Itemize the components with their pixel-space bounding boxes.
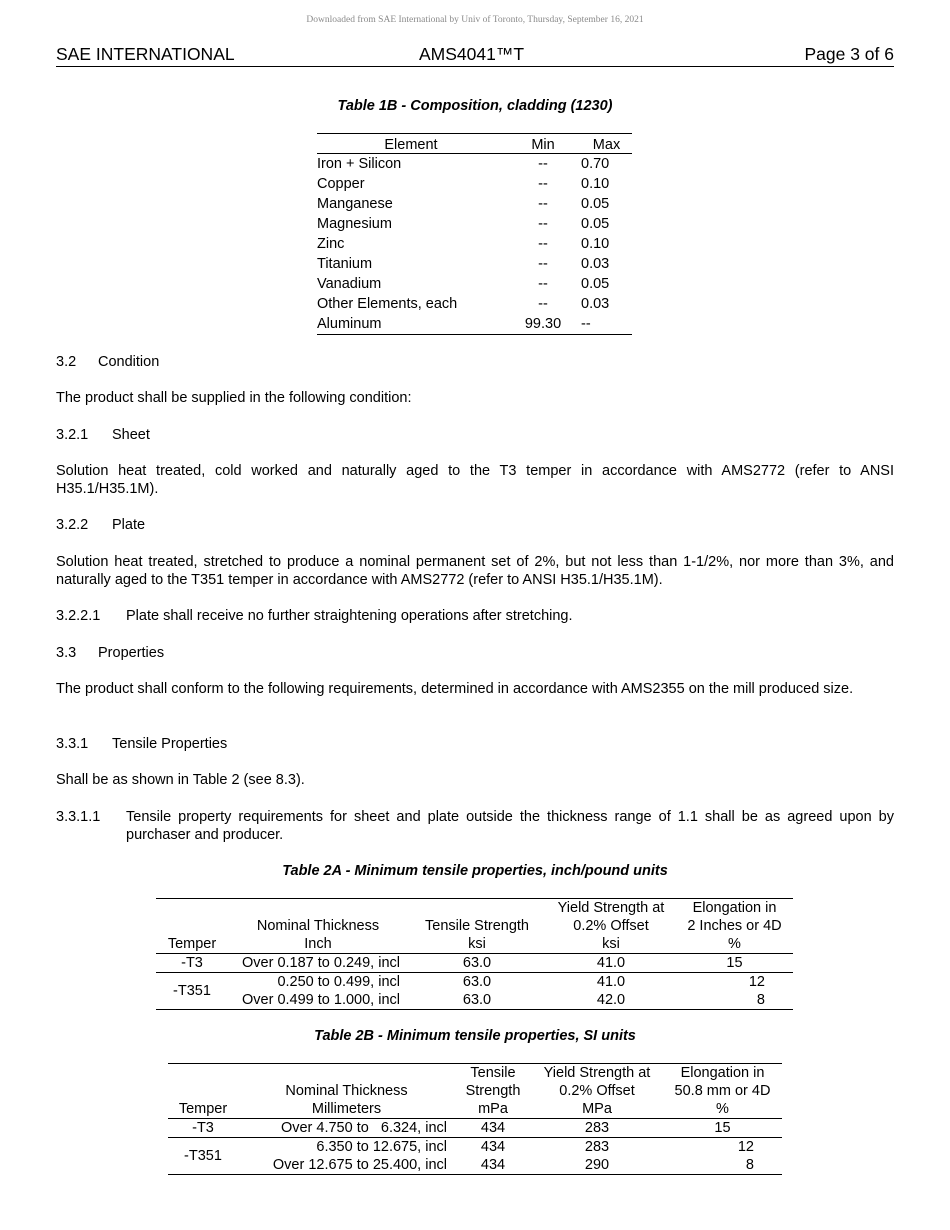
section-title: Plate — [112, 517, 146, 533]
element-cell: Iron + Silicon — [317, 156, 402, 172]
min-cell: -- — [538, 276, 548, 292]
element-cell: Manganese — [317, 196, 393, 212]
elongation-cell: 8 — [756, 992, 765, 1008]
elongation-cell: 12 — [737, 1139, 754, 1155]
table-row — [317, 294, 632, 314]
yield-cell: 41.0 — [546, 954, 676, 973]
table-row — [317, 254, 632, 274]
header-line: ksi — [468, 936, 486, 952]
section-number: 3.2.2.1 — [56, 608, 101, 624]
header-line: ksi — [602, 936, 620, 952]
header-line: Elongation in — [692, 900, 777, 916]
header-line: Millimeters — [311, 1101, 382, 1117]
yield-cell: 42.0 — [596, 992, 626, 1008]
element-cell: Aluminum — [317, 316, 382, 332]
thickness-cell: Over 4.750 to 6.324, incl — [238, 1119, 455, 1138]
table-row — [317, 314, 632, 335]
max-cell: -- — [581, 316, 591, 332]
section-heading — [56, 644, 894, 662]
min-cell: -- — [538, 216, 548, 232]
max-cell: 0.03 — [581, 296, 610, 312]
max-cell: 0.03 — [581, 256, 610, 272]
column-header — [156, 899, 228, 954]
temper-cell: -T3 — [168, 1119, 238, 1138]
column-header — [676, 899, 793, 954]
max-cell: 0.05 — [581, 196, 610, 212]
column-header: Element — [317, 134, 505, 154]
section-number: 3.2.2 — [56, 517, 89, 533]
element-cell: Titanium — [317, 256, 373, 272]
tensile-table-si — [168, 1063, 782, 1175]
table-row — [317, 174, 632, 194]
table-row — [156, 991, 793, 1010]
section-number: 3.2 — [56, 354, 77, 370]
section-title: Tensile Properties — [112, 736, 228, 752]
column-header — [455, 1064, 531, 1119]
table-1b-caption: Table 1B - Composition, cladding (1230) — [337, 98, 613, 114]
section-title: Properties — [98, 645, 165, 661]
section-paragraph — [56, 607, 894, 625]
max-cell: 0.70 — [581, 156, 610, 172]
header-line: Nominal Thickness — [285, 1083, 408, 1099]
tensile-cell: 63.0 — [462, 974, 492, 990]
table-row — [156, 973, 793, 992]
max-cell: 0.05 — [581, 216, 610, 232]
column-header — [168, 1064, 238, 1119]
header-line: Tensile Strength — [425, 918, 529, 934]
section-text: Plate shall receive no further straightening operations after stretching. — [126, 608, 573, 624]
tensile-table-inch — [156, 898, 793, 1010]
table-header-row — [156, 899, 793, 954]
paragraph: The product shall be supplied in the following condition: — [56, 390, 412, 406]
document-number: AMS4041™T — [419, 44, 525, 64]
yield-cell: 41.0 — [596, 974, 626, 990]
header-line: % — [716, 1101, 729, 1117]
table-header-row — [317, 134, 632, 154]
header-line: Yield Strength at — [557, 900, 665, 916]
section-paragraph — [56, 808, 894, 844]
header-line: Strength — [465, 1083, 521, 1099]
section-heading — [56, 353, 894, 371]
section-title: Condition — [98, 354, 160, 370]
section-number: 3.2.1 — [56, 427, 89, 443]
header-line: 2 Inches or 4D — [687, 918, 782, 934]
download-watermark: Downloaded from SAE International by Univ of Toronto, Thursday, September 16, 2021 — [306, 15, 644, 25]
header-line: Elongation in — [680, 1065, 765, 1081]
table-row — [168, 1138, 782, 1157]
temper-cell: -T351 — [173, 983, 211, 999]
min-cell: -- — [538, 176, 548, 192]
composition-table — [317, 133, 632, 335]
table-header-row — [168, 1064, 782, 1119]
header-line: Inch — [304, 936, 332, 952]
section-text: Tensile property requirements for sheet and plate outside the thickness range of 1.1 shall be as agreed upon by purchaser and producer. — [126, 809, 894, 843]
min-cell: -- — [538, 256, 548, 272]
elongation-cell: 12 — [748, 974, 765, 990]
max-cell: 0.05 — [581, 276, 610, 292]
min-cell: -- — [538, 236, 548, 252]
header-line: Temper — [167, 936, 217, 952]
header-line: Nominal Thickness — [256, 918, 380, 934]
header-line: % — [728, 936, 741, 952]
element-cell: Copper — [317, 176, 365, 192]
table-row — [168, 1156, 782, 1175]
tensile-cell: 63.0 — [408, 954, 546, 973]
header-line: MPa — [582, 1101, 612, 1117]
yield-cell: 283 — [584, 1139, 610, 1155]
table-row — [317, 194, 632, 214]
paragraph: Solution heat treated, cold worked and naturally aged to the T3 temper in accordance with AMS2772 (refer to ANSI H35.1/H35.1M). — [56, 463, 894, 497]
tensile-cell: 434 — [480, 1157, 506, 1173]
yield-cell: 290 — [584, 1157, 610, 1173]
column-header: Min — [505, 134, 581, 154]
table-2b-caption: Table 2B - Minimum tensile properties, SI units — [314, 1028, 636, 1044]
section-number: 3.3.1.1 — [56, 809, 101, 825]
header-line: 0.2% Offset — [559, 1083, 635, 1099]
paragraph: The product shall conform to the following requirements, determined in accordance with AMS2355 on the mill produced size. — [56, 681, 854, 697]
section-heading — [56, 426, 894, 444]
tensile-cell: 434 — [455, 1119, 531, 1138]
elongation-cell: 8 — [745, 1157, 754, 1173]
tensile-cell: 434 — [480, 1139, 506, 1155]
section-title: Sheet — [112, 427, 150, 443]
thickness-cell: Over 12.675 to 25.400, incl — [272, 1157, 447, 1173]
page-header — [56, 44, 894, 67]
min-cell: -- — [538, 196, 548, 212]
min-cell: 99.30 — [524, 316, 562, 332]
table-row — [317, 234, 632, 254]
column-header — [663, 1064, 782, 1119]
header-line: Temper — [178, 1101, 228, 1117]
element-cell: Other Elements, each — [317, 296, 458, 312]
table-row — [168, 1119, 782, 1138]
page-number: Page 3 of 6 — [804, 44, 894, 64]
yield-cell: 283 — [531, 1119, 663, 1138]
table-row — [317, 274, 632, 294]
min-cell: -- — [538, 296, 548, 312]
section-heading — [56, 735, 894, 753]
tensile-cell: 63.0 — [462, 992, 492, 1008]
header-line: Tensile — [470, 1065, 516, 1081]
section-heading — [56, 516, 894, 534]
publisher-name: SAE INTERNATIONAL — [56, 44, 235, 64]
temper-cell: -T3 — [156, 954, 228, 973]
table-row — [317, 214, 632, 234]
column-header — [408, 899, 546, 954]
header-line: 50.8 mm or 4D — [674, 1083, 771, 1099]
thickness-cell: 0.250 to 0.499, incl — [277, 974, 400, 990]
min-cell: -- — [538, 156, 548, 172]
elongation-cell: 15 — [663, 1119, 782, 1138]
elongation-cell: 15 — [676, 954, 793, 973]
thickness-cell: Over 0.187 to 0.249, incl — [228, 954, 408, 973]
section-number: 3.3.1 — [56, 736, 89, 752]
paragraph: Solution heat treated, stretched to produce a nominal permanent set of 2%, but not less than 1-1/2%, nor more than 3%, and naturally aged to the T351 temper in accordance with AMS2772 (refer to ANSI H35.1/H35.1M). — [56, 554, 894, 588]
table-2a-caption: Table 2A - Minimum tensile properties, inch/pound units — [282, 863, 668, 879]
column-header — [546, 899, 676, 954]
thickness-cell: 6.350 to 12.675, incl — [316, 1139, 447, 1155]
column-header — [228, 899, 408, 954]
max-cell: 0.10 — [581, 236, 610, 252]
table-row — [156, 954, 793, 973]
element-cell: Zinc — [317, 236, 345, 252]
section-number: 3.3 — [56, 645, 77, 661]
column-header: Max — [581, 134, 632, 154]
table-row — [317, 154, 632, 175]
element-cell: Magnesium — [317, 216, 392, 232]
column-header — [238, 1064, 455, 1119]
temper-cell: -T351 — [184, 1148, 222, 1164]
header-line: 0.2% Offset — [573, 918, 649, 934]
header-line: Yield Strength at — [543, 1065, 651, 1081]
element-cell: Vanadium — [317, 276, 382, 292]
header-line: mPa — [478, 1101, 508, 1117]
paragraph: Shall be as shown in Table 2 (see 8.3). — [56, 772, 305, 788]
max-cell: 0.10 — [581, 176, 610, 192]
thickness-cell: Over 0.499 to 1.000, incl — [242, 992, 400, 1008]
column-header — [531, 1064, 663, 1119]
